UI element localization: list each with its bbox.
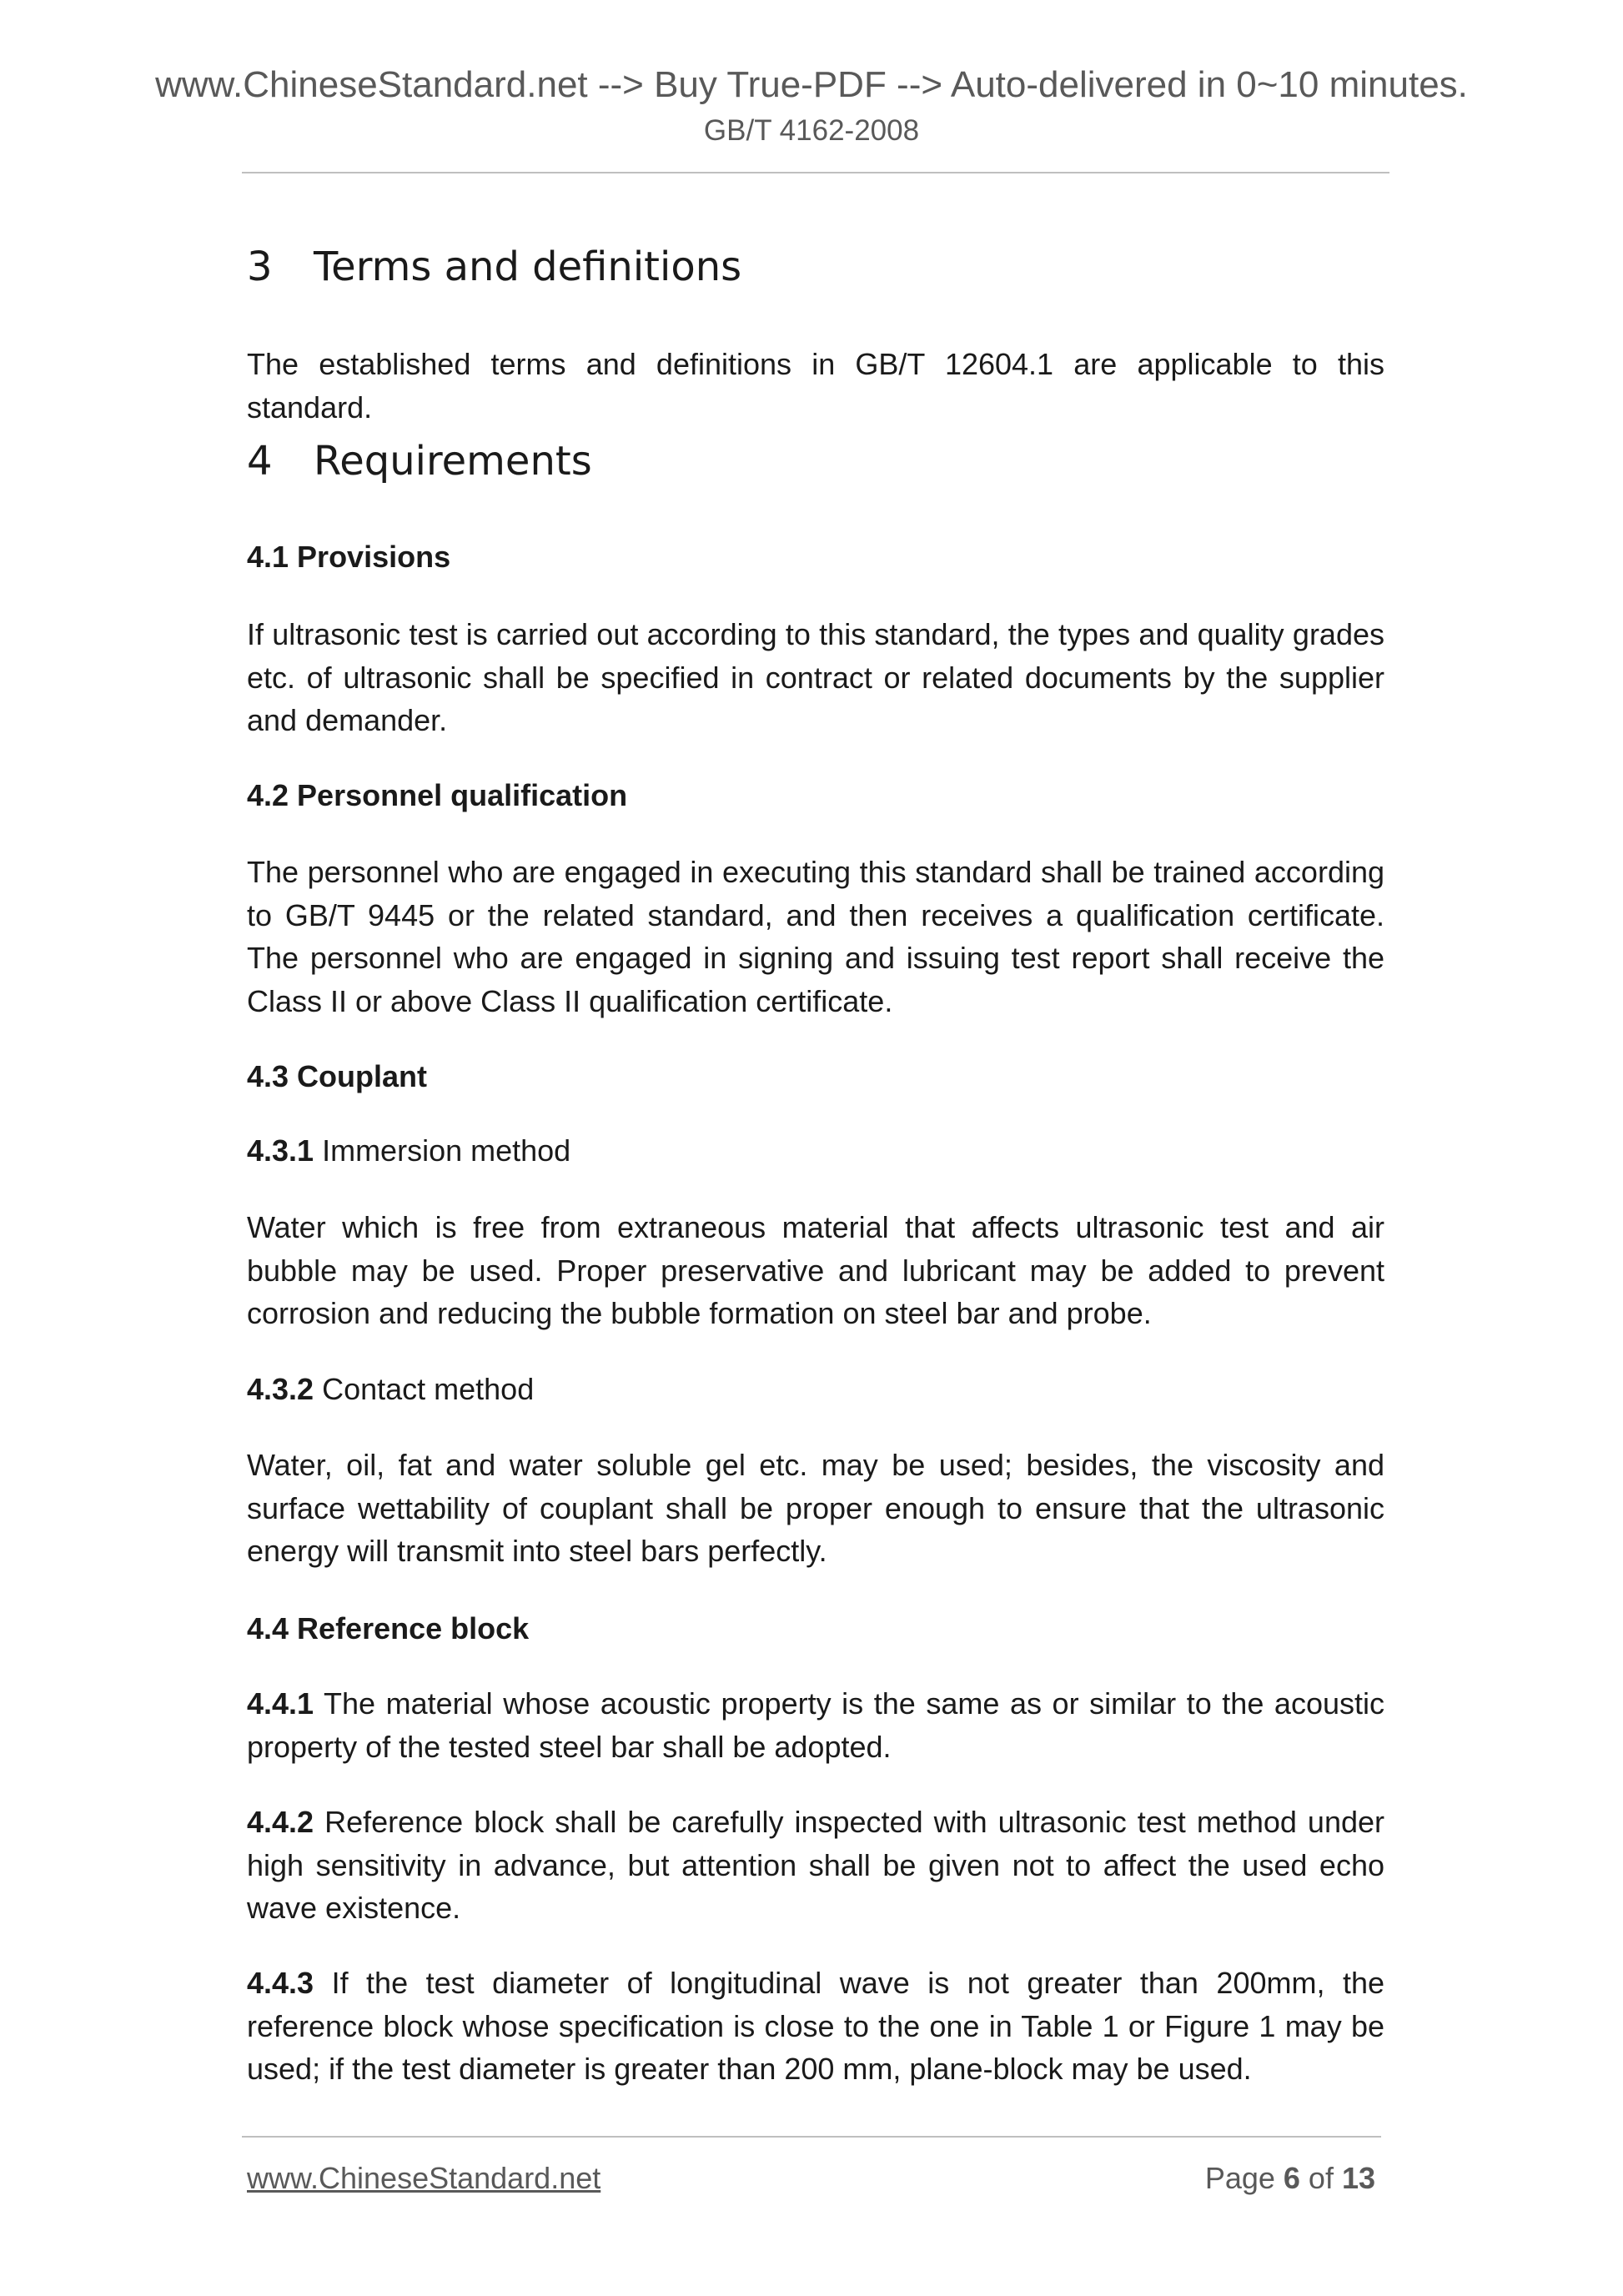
footer-divider: [242, 2136, 1381, 2138]
page-prefix: Page: [1204, 2161, 1284, 2195]
section-4-2-paragraph: The personnel who are engaged in executing this standard shall be trained according to GB/T 9445 or the related standard, and then receives a qualification certificate. The personnel who are engaged in signing and issuing test report shall receive the Class II or above Class II qualification certificate.: [247, 855, 1384, 1018]
header-banner[interactable]: www.ChineseStandard.net --> Buy True-PDF --> Auto-delivered in 0~10 minutes.: [155, 64, 1468, 105]
section-4-3-2-heading: [247, 1368, 1384, 1411]
section-4-title: Requirements: [314, 438, 592, 485]
section-4-1-heading: 4.1 Provisions: [247, 540, 451, 574]
section-4-4-3-paragraph: [247, 1962, 1384, 2091]
header-doc-id: GB/T 4162-2008: [703, 114, 920, 147]
page-of: of: [1299, 2161, 1342, 2195]
section-3-paragraph: The established terms and definitions in GB/T 12604.1 are applicable to this standard.: [247, 347, 1384, 425]
section-4-3-1-title: Immersion method: [314, 1133, 571, 1168]
page-number: [1205, 2160, 1375, 2197]
section-4-4-2-text: Reference block shall be carefully inspected with ultrasonic test method under high sensitivity in advance, but attention shall be given not to affect the used echo wave existence.: [247, 1805, 1384, 1925]
section-4-3-1-heading: [247, 1129, 1384, 1173]
header-divider: [242, 172, 1389, 173]
section-4-number: 4: [247, 438, 273, 485]
section-3-heading: [247, 242, 1384, 292]
section-4-4-1-paragraph: [247, 1682, 1384, 1768]
section-4-4-3-number: 4.4.3: [247, 1966, 314, 2000]
page-total: 13: [1341, 2161, 1375, 2195]
footer-link[interactable]: www.ChineseStandard.net: [247, 2161, 601, 2195]
section-4-4-heading: 4.4 Reference block: [247, 1611, 530, 1645]
page-header: [0, 63, 1623, 149]
section-4-4-1-number: 4.4.1: [247, 1686, 314, 1721]
section-3-number: 3: [247, 244, 273, 290]
section-4-2-heading: 4.2 Personnel qualification: [247, 778, 628, 812]
section-4-3-2-title: Contact method: [314, 1372, 535, 1406]
section-4-4-2-paragraph: [247, 1801, 1384, 1930]
section-4-3-1-paragraph: Water which is free from extraneous material that affects ultrasonic test and air bubble may be used. Proper preservative and lubricant may be added to prevent corrosion and reducing the bubble formation on steel bar and probe.: [247, 1210, 1384, 1330]
section-4-3-1-number: 4.3.1: [247, 1133, 314, 1168]
section-4-3-2-paragraph: Water, oil, fat and water soluble gel etc. may be used; besides, the viscosity and surface wettability of couplant shall be proper enough to ensure that the ultrasonic energy will transmit into steel bars perfectly.: [247, 1448, 1384, 1568]
section-4-heading: [247, 436, 1384, 486]
section-4-4-1-text: The material whose acoustic property is the same as or similar to the acoustic property of the tested steel bar shall be adopted.: [247, 1686, 1384, 1764]
section-4-3-2-number: 4.3.2: [247, 1372, 314, 1406]
section-4-3-heading: 4.3 Couplant: [247, 1059, 428, 1093]
section-3-title: Terms and definitions: [314, 244, 742, 290]
section-4-4-3-text: If the test diameter of longitudinal wave is not greater than 200mm, the reference block whose specification is close to the one in Table 1 or Figure 1 may be used; if the test diameter is greater than 200 mm, plane-block may be used.: [247, 1966, 1384, 2086]
page-current: 6: [1283, 2161, 1300, 2195]
section-4-4-2-number: 4.4.2: [247, 1805, 314, 1839]
section-4-1-paragraph: If ultrasonic test is carried out according to this standard, the types and quality grades etc. of ultrasonic shall be specified in contract or related documents by the supplier and demander.: [247, 617, 1384, 737]
